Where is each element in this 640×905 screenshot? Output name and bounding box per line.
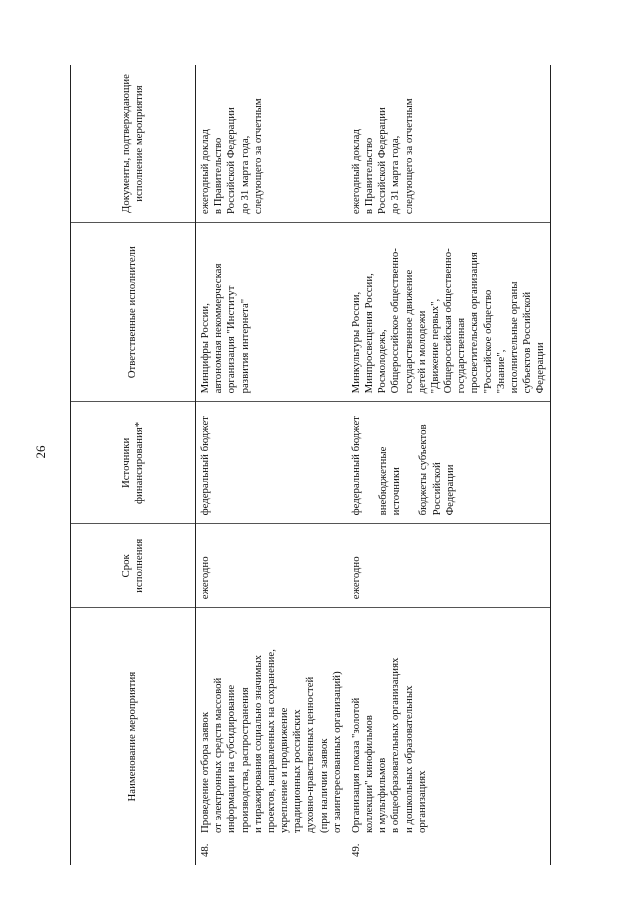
funding-source (199, 410, 212, 515)
funding-source-line: Федерации (443, 464, 456, 516)
document-line: до 31 марта года, (238, 135, 251, 215)
funding-source-line: источники (390, 467, 403, 516)
table-body (196, 65, 551, 865)
executor-line: Росмолодежь, (376, 329, 389, 394)
table-row (196, 65, 347, 865)
event-name-line: проектов, направленных на сохранение, (264, 649, 277, 833)
executor-line: исполнительные органы (507, 281, 520, 394)
document-line: ежегодный доклад (349, 129, 362, 215)
executor-line: субъектов Российской (521, 291, 534, 394)
funding-source (377, 410, 403, 515)
document-line: в Правительство (363, 137, 376, 215)
cell-executors (196, 223, 347, 402)
rotated-table-wrapper (70, 65, 630, 865)
executor-line: Общероссийская общественно- (442, 248, 455, 394)
event-name-line: Организация показа "золотой (349, 697, 362, 833)
funding-source-line: бюджеты субъектов (417, 424, 430, 516)
event-name-line: традиционных российских (291, 709, 304, 833)
executor-line: просветительская организация (468, 252, 481, 394)
event-name-line: организациях (415, 770, 428, 833)
executor-line: Минпросвещения России, (363, 273, 376, 394)
event-name-line: от электронных средств массовой (212, 677, 225, 833)
events-table (70, 65, 551, 865)
document-line: следующего за отчетным (251, 98, 264, 215)
document-line: Российской Федерации (225, 107, 238, 215)
table-row (347, 65, 551, 865)
event-name-line: духовно-нравственных ценностей (304, 676, 317, 833)
funding-source (417, 410, 457, 515)
event-name-line: информации на субсидирование (225, 684, 238, 833)
cell-documents (347, 65, 551, 223)
event-name-line: коллекции" кинофильмов (363, 715, 376, 833)
event-name (349, 657, 429, 833)
event-name-line: (при наличии заявок (317, 738, 330, 833)
cell-source (196, 402, 347, 524)
executor-line: государственная (455, 317, 468, 394)
row-number: 49. (349, 843, 362, 857)
cell-source (347, 402, 551, 524)
row-number: 48. (199, 843, 211, 857)
event-name-line: и мультфильмов (376, 757, 389, 833)
event-name-line: производства, распространения (238, 687, 251, 833)
executor-line: "Знание", (494, 349, 507, 394)
executor-line: "Движение первых", (428, 298, 441, 394)
executor-line: Минцифры России, (199, 303, 211, 394)
funding-source (350, 410, 363, 515)
event-name-line: Проведение отбора заявок (199, 711, 211, 833)
funding-source-line: внебюджетные (377, 446, 390, 516)
cell-name (347, 608, 551, 865)
event-name-line: от заинтересованных организаций) (330, 671, 343, 833)
executor-line: Федерации (534, 342, 547, 394)
cell-term: ежегодно (196, 524, 347, 608)
document-line: следующего за отчетным (402, 98, 415, 215)
executor-line: развития интернета" (238, 298, 251, 394)
cell-term: ежегодно (347, 524, 551, 608)
header-name: Наименование мероприятия (71, 608, 196, 865)
document-line: Российской Федерации (376, 107, 389, 215)
cell-documents (196, 65, 347, 223)
executor-line: "Российское общество (481, 289, 494, 394)
header-source: Источники финансирования* (71, 402, 196, 524)
event-name-line: в общеобразовательных организациях (389, 657, 402, 833)
executor-line: государственное движение (402, 269, 415, 394)
event-name (199, 649, 344, 833)
event-name-line: укрепление и продвижение (278, 707, 291, 833)
cell-executors (347, 223, 551, 402)
executor-line: Минкультуры России, (349, 291, 362, 394)
funding-source-line: Российской (430, 462, 443, 516)
header-executors: Ответственные исполнители (71, 223, 196, 402)
event-name-line: и тиражирования социально значимых (251, 654, 264, 833)
page-number: 26 (33, 445, 48, 459)
funding-source-line: федеральный бюджет (349, 416, 362, 516)
header-documents: Документы, подтверждающие исполнение мероприятия (71, 65, 196, 223)
executor-line: Общероссийское общественно- (389, 248, 402, 394)
executor-line: автономная некоммерческая (212, 263, 225, 394)
document-line: до 31 марта года, (389, 135, 402, 215)
executor-line: детей и молодежи (415, 310, 428, 394)
document-line: в Правительство (212, 137, 225, 215)
executor-line: организация "Институт (225, 285, 238, 394)
event-name-line: и дошкольных образовательных (402, 685, 415, 833)
cell-name (196, 608, 347, 865)
table-header-row (71, 65, 196, 865)
header-term: Срок исполнения (71, 524, 196, 608)
document-line: ежегодный доклад (199, 129, 211, 215)
funding-source-line: федеральный бюджет (199, 416, 211, 516)
